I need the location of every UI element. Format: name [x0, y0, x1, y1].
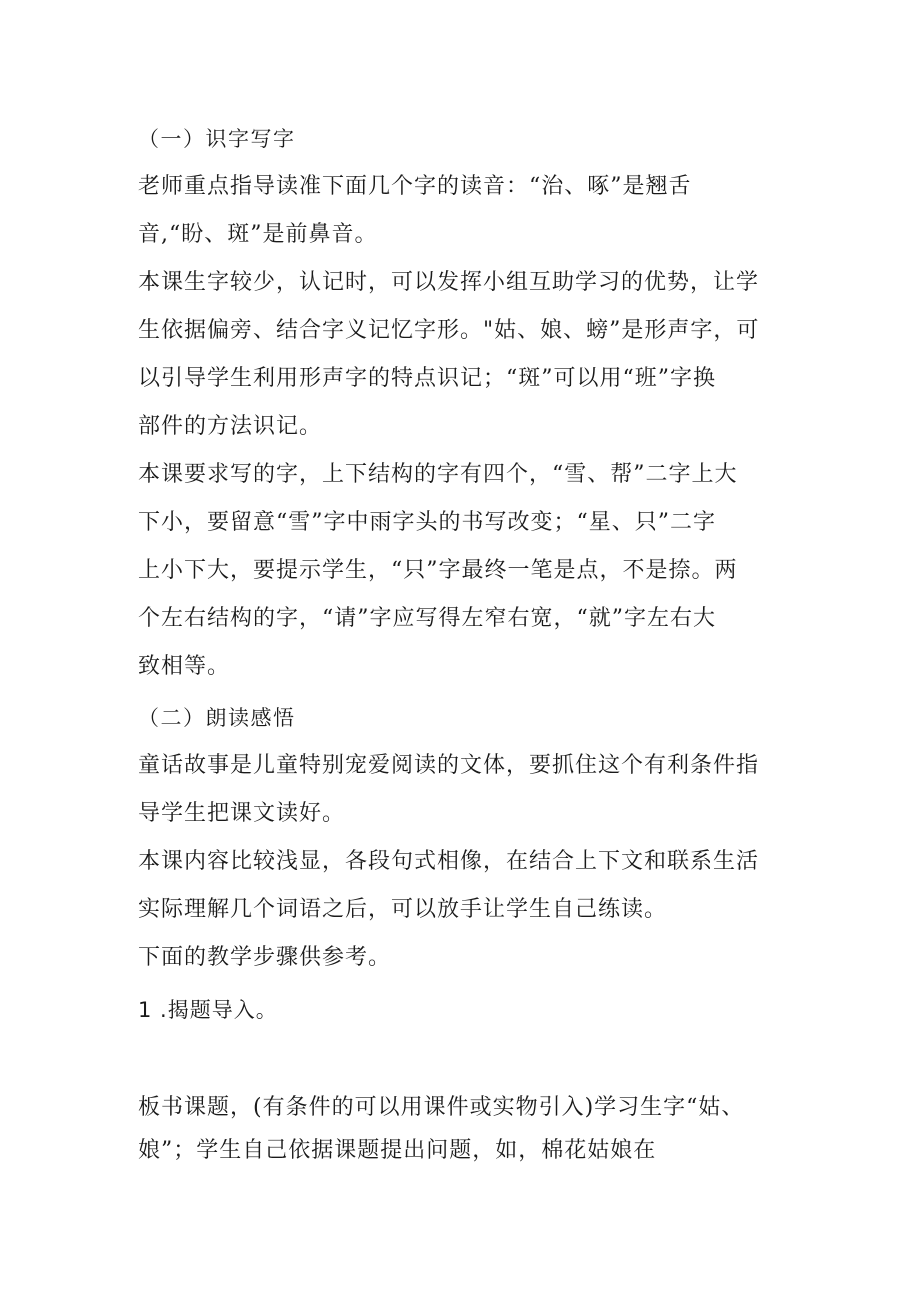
- paragraph-line: 实际理解几个词语之后，可以放手让学生自己练读。: [138, 897, 668, 922]
- paragraph-line: 导学生把课文读好。: [138, 801, 346, 826]
- paragraph-line: 下面的教学步骤供参考。: [138, 945, 392, 970]
- paragraph-line: 本课生字较少，认记时，可以发挥小组互助学习的优势，让学: [138, 270, 760, 295]
- paragraph-line: 童话故事是儿童特别宠爱阅读的文体，要抓住这个有利条件指: [138, 753, 760, 778]
- paragraph-line: 板书课题，(有条件的可以用课件或实物引入)学习生字“姑、: [138, 1095, 745, 1120]
- paragraph-line: 本课内容比较浅显，各段句式相像，在结合上下文和联系生活: [138, 849, 760, 874]
- paragraph-line: 上小下大，要提示学生，“只”字最终一笔是点，不是捺。两: [138, 558, 738, 583]
- section-heading-reading: （二）朗读感悟: [138, 706, 296, 730]
- paragraph-line: 音,“盼、斑”是前鼻音。: [138, 222, 378, 247]
- list-item-step-1: 1 .揭题导入。: [138, 998, 278, 1022]
- paragraph-line: 个左右结构的字，“请”字应写得左窄右宽，“就”字左右大: [138, 606, 716, 631]
- paragraph-line: 本课要求写的字，上下结构的字有四个，“雪、帮”二字上大: [138, 462, 738, 487]
- section-heading-literacy: （一）识字写字: [138, 127, 296, 151]
- paragraph-line: 以引导学生利用形声字的特点识记；“斑”可以用“班”字换: [138, 366, 716, 391]
- paragraph-line: 致相等。: [138, 654, 231, 679]
- paragraph-line: 生依据偏旁、结合字义记忆字形。"姑、娘、螃”是形声字，可: [138, 318, 760, 343]
- paragraph-line: 下小，要留意“雪”字中雨字头的书写改变；“星、只”二字: [138, 510, 716, 535]
- paragraph-line: 娘”；学生自己依据课题提出问题，如，棉花姑娘在: [138, 1138, 657, 1163]
- paragraph-line: 部件的方法识记。: [138, 414, 323, 439]
- paragraph-line: 老师重点指导读准下面几个字的读音：“治、啄”是翘舌: [138, 174, 692, 199]
